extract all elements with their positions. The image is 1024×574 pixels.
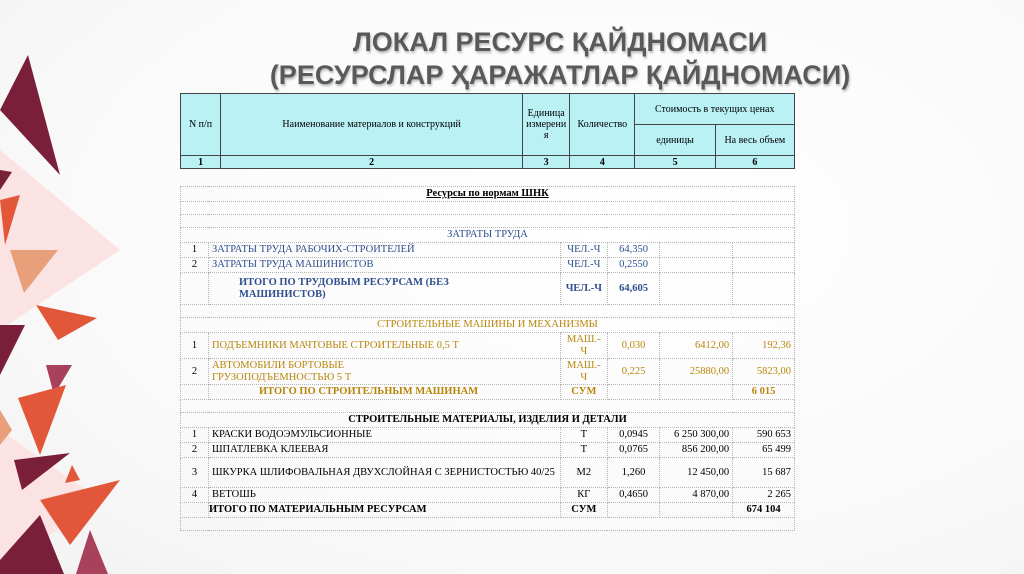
- row-total: 590 653: [733, 428, 795, 443]
- table-row: [181, 488, 795, 503]
- row-qty: 0,4650: [607, 488, 659, 503]
- row-num: 1: [181, 333, 209, 359]
- row-num: 2: [181, 443, 209, 458]
- row-num: 4: [181, 488, 209, 503]
- row-num: 2: [181, 359, 209, 385]
- total-value: 674 104: [733, 503, 795, 518]
- row-price: 6 250 300,00: [660, 428, 733, 443]
- header-num: N п/п: [181, 94, 221, 156]
- row-total: 15 687: [733, 458, 795, 488]
- table-row: [181, 359, 795, 385]
- row-qty: 1,260: [607, 458, 659, 488]
- row-price: [660, 258, 733, 273]
- row-name: ШКУРКА ШЛИФОВАЛЬНАЯ ДВУХСЛОЙНАЯ С ЗЕРНИСТОСТЬЮ 40/25: [208, 458, 560, 488]
- col-number: 3: [523, 156, 570, 169]
- header-qty: Количество: [570, 94, 635, 156]
- section-machines: СТРОИТЕЛЬНЫЕ МАШИНЫ И МЕХАНИЗМЫ: [181, 318, 795, 333]
- total-unit: СУМ: [560, 503, 607, 518]
- table-row: [181, 333, 795, 359]
- row-name: ЗАТРАТЫ ТРУДА МАШИНИСТОВ: [208, 258, 560, 273]
- row-qty: 0,0945: [607, 428, 659, 443]
- row-num: 1: [181, 428, 209, 443]
- spacer-row: [181, 215, 795, 228]
- row-name: АВТОМОБИЛИ БОРТОВЫЕ ГРУЗОПОДЪЕМНОСТЬЮ 5 Т: [208, 359, 560, 385]
- col-number: 6: [715, 156, 794, 169]
- table-row: [181, 428, 795, 443]
- row-unit: ЧЕЛ.-Ч: [560, 243, 607, 258]
- row-total: [733, 258, 795, 273]
- deco-triangle: [0, 150, 120, 330]
- material-total-row: [181, 503, 795, 518]
- total-value: 6 015: [733, 385, 795, 400]
- row-name: КРАСКИ ВОДОЭМУЛЬСИОННЫЕ: [208, 428, 560, 443]
- header-table: [180, 93, 795, 169]
- deco-triangle: [76, 530, 108, 574]
- row-qty: 0,225: [607, 359, 659, 385]
- row-total: 2 265: [733, 488, 795, 503]
- table-row: [181, 258, 795, 273]
- header-cost: Стоимость в текущих ценах: [635, 94, 795, 125]
- total-name: ИТОГО ПО МАТЕРИАЛЬНЫМ РЕСУРСАМ: [208, 503, 560, 518]
- spacer-row: [181, 400, 795, 413]
- row-unit: МАШ.-Ч: [560, 333, 607, 359]
- row-num: 1: [181, 243, 209, 258]
- header-name: Наименование материалов и конструкций: [221, 94, 523, 156]
- spacer-row: [181, 202, 795, 215]
- spacer-row: [181, 305, 795, 318]
- row-price: 6412,00: [660, 333, 733, 359]
- total-name: ИТОГО ПО СТРОИТЕЛЬНЫМ МАШИНАМ: [208, 385, 560, 400]
- row-total: [733, 243, 795, 258]
- row-price: 4 870,00: [660, 488, 733, 503]
- row-price: 25880,00: [660, 359, 733, 385]
- total-name: ИТОГО ПО ТРУДОВЫМ РЕСУРСАМ (БЕЗ МАШИНИСТОВ): [208, 273, 560, 305]
- row-name: ПОДЪЕМНИКИ МАЧТОВЫЕ СТРОИТЕЛЬНЫЕ 0,5 Т: [208, 333, 560, 359]
- header-unit: Единица измерения: [523, 94, 570, 156]
- slide-title: ЛОКАЛ РЕСУРС ҚАЙДНОМАСИ: [352, 27, 768, 57]
- row-qty: 0,2550: [607, 258, 659, 273]
- row-num: 3: [181, 458, 209, 488]
- row-price: 856 200,00: [660, 443, 733, 458]
- row-unit: Т: [560, 443, 607, 458]
- machine-total-row: [181, 385, 795, 400]
- row-unit: М2: [560, 458, 607, 488]
- row-unit: КГ: [560, 488, 607, 503]
- total-qty: 64,605: [607, 273, 659, 305]
- deco-triangle: [18, 385, 66, 455]
- resource-table: [180, 186, 795, 531]
- spacer-row: [181, 518, 795, 531]
- slide-subtitle: (РЕСУРСЛАР ҲАРАЖАТЛАР ҚАЙДНОМАСИ): [269, 60, 851, 90]
- row-qty: 64,350: [607, 243, 659, 258]
- deco-triangle: [36, 305, 97, 340]
- row-total: 5823,00: [733, 359, 795, 385]
- row-total: 192,36: [733, 333, 795, 359]
- total-unit: СУМ: [560, 385, 607, 400]
- decorative-triangles: [0, 0, 140, 574]
- header-total: На весь объем: [715, 125, 794, 156]
- table-row: [181, 443, 795, 458]
- row-price: 12 450,00: [660, 458, 733, 488]
- col-number: 4: [570, 156, 635, 169]
- deco-triangle: [0, 55, 60, 175]
- section-labor: ЗАТРАТЫ ТРУДА: [181, 228, 795, 243]
- row-num: 2: [181, 258, 209, 273]
- deco-triangle: [0, 325, 25, 375]
- row-unit: Т: [560, 428, 607, 443]
- row-total: 65 499: [733, 443, 795, 458]
- row-unit: ЧЕЛ.-Ч: [560, 258, 607, 273]
- total-unit: ЧЕЛ.-Ч: [560, 273, 607, 305]
- row-qty: 0,030: [607, 333, 659, 359]
- row-name: ВЕТОШЬ: [208, 488, 560, 503]
- row-price: [660, 243, 733, 258]
- col-number: 1: [181, 156, 221, 169]
- labor-total-row: [181, 273, 795, 305]
- row-unit: МАШ.-Ч: [560, 359, 607, 385]
- row-name: ЗАТРАТЫ ТРУДА РАБОЧИХ-СТРОИТЕЛЕЙ: [208, 243, 560, 258]
- deco-triangle: [65, 465, 80, 483]
- col-number: 2: [221, 156, 523, 169]
- section-norms: Ресурсы по нормам ШНК: [181, 187, 795, 202]
- table-row: [181, 458, 795, 488]
- table-row: [181, 243, 795, 258]
- header-unit-cost: единицы: [635, 125, 715, 156]
- section-materials: СТРОИТЕЛЬНЫЕ МАТЕРИАЛЫ, ИЗДЕЛИЯ И ДЕТАЛИ: [181, 413, 795, 428]
- row-name: ШПАТЛЕВКА КЛЕЕВАЯ: [208, 443, 560, 458]
- row-qty: 0,0765: [607, 443, 659, 458]
- col-number: 5: [635, 156, 715, 169]
